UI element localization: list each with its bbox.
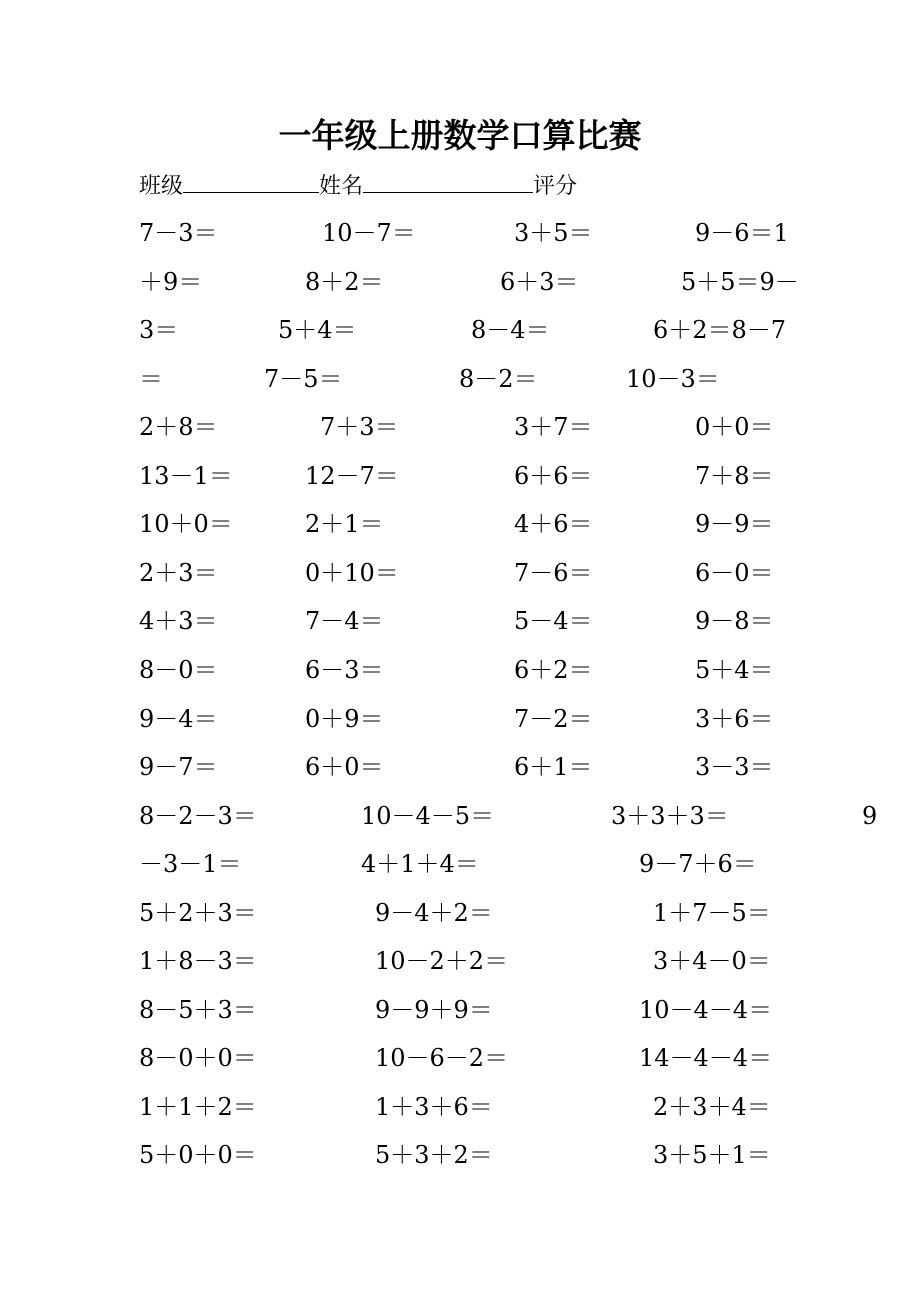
problem-item: 3＝ <box>139 316 179 345</box>
problem-item: 10－2＋2＝ <box>375 947 509 976</box>
problem-item: 3＋4－0＝ <box>653 947 771 976</box>
problem-item: 6＋0＝ <box>305 753 384 781</box>
problem-item: 8－0＝ <box>139 656 218 684</box>
problem-item: 3＋5＝ <box>514 219 593 247</box>
problem-item: 6＋3＝ <box>500 267 579 296</box>
problem-line <box>0 1040 920 1076</box>
problem-item: 8－0＋0＝ <box>139 1044 257 1073</box>
problem-item: ＋9＝ <box>139 267 203 296</box>
problem-item: 10－3＝ <box>626 364 720 393</box>
problem-line <box>0 312 920 348</box>
problem-item: 9 <box>862 801 878 830</box>
problem-line <box>0 603 920 639</box>
class-label: 班级 <box>139 174 184 199</box>
problem-line <box>0 1137 920 1173</box>
problem-item: 8＋2＝ <box>305 267 384 296</box>
problem-item: 8－2－3＝ <box>139 801 257 830</box>
problem-line <box>0 1089 920 1125</box>
problem-item: 10＋0＝ <box>139 510 233 539</box>
problem-item: 7＋3＝ <box>320 413 399 442</box>
problem-item: 8－2＝ <box>459 364 538 393</box>
problem-line <box>0 798 920 834</box>
problem-item: 5＋4＝ <box>695 656 774 684</box>
problem-item: 1＋3＋6＝ <box>375 1092 493 1121</box>
problem-item: 9－9＝ <box>695 510 774 539</box>
problem-item: 1＋8－3＝ <box>139 947 257 976</box>
problem-item: 5＋0＋0＝ <box>139 1141 257 1170</box>
problem-item: 9－9＋9＝ <box>375 995 493 1024</box>
problem-item: 5＋2＋3＝ <box>139 898 257 927</box>
problem-item: 10－4－5＝ <box>361 801 495 830</box>
problem-line <box>0 409 920 445</box>
problem-item: 10－6－2＝ <box>375 1044 509 1073</box>
problem-item: 7－4＝ <box>305 607 384 636</box>
problem-line <box>0 458 920 494</box>
problem-item: 7＋8＝ <box>695 461 774 490</box>
problem-item: 3＋6＝ <box>695 704 774 733</box>
problem-item: 2＋1＝ <box>305 510 384 539</box>
problem-item: 5＋5＝9－ <box>681 267 799 296</box>
problem-item: 9－4＝ <box>139 704 218 733</box>
page-title: 一年级上册数学口算比赛 <box>278 116 642 155</box>
problem-item: 6＋6＝ <box>514 461 593 490</box>
problem-item: 2＋3＋4＝ <box>653 1092 771 1121</box>
problem-item: 4＋6＝ <box>514 510 593 539</box>
problem-line <box>0 361 920 397</box>
problem-item: 7－2＝ <box>514 704 593 733</box>
problem-item: 6＋2＝ <box>514 656 593 684</box>
problem-line <box>0 749 920 785</box>
problem-item: ＝ <box>139 364 163 393</box>
problem-line <box>0 555 920 591</box>
score-label: 评分 <box>533 174 578 199</box>
problem-line <box>0 215 920 251</box>
problem-item: 3＋5＋1＝ <box>653 1141 771 1170</box>
problem-item: 0＋0＝ <box>695 413 774 442</box>
problem-item: 9－8＝ <box>695 607 774 636</box>
problem-item: 7－5＝ <box>264 364 343 393</box>
problem-item: 9－7＋6＝ <box>639 850 757 879</box>
problem-line <box>0 506 920 542</box>
problem-item: 5－4＝ <box>514 607 593 636</box>
problem-item: 6＋1＝ <box>514 753 593 781</box>
problem-line <box>0 652 920 688</box>
problem-item: 10－4－4＝ <box>639 995 773 1024</box>
problem-item: 3－3＝ <box>695 753 774 781</box>
problem-line <box>0 264 920 300</box>
problem-item: 6＋2＝8－7 <box>653 316 787 345</box>
problem-item: 2＋3＝ <box>139 558 218 587</box>
problem-item: 9－7＝ <box>139 753 218 781</box>
problem-item: 12－7＝ <box>305 461 399 490</box>
problem-line <box>0 701 920 737</box>
problem-item: 0＋9＝ <box>305 704 384 733</box>
problem-item: 3＋7＝ <box>514 413 593 442</box>
problem-item: 5＋3＋2＝ <box>375 1141 493 1170</box>
problem-item: 8－5＋3＝ <box>139 995 257 1024</box>
problem-item: 1＋7－5＝ <box>653 898 771 927</box>
problem-item: 8－4＝ <box>471 316 550 345</box>
problem-item: 9－4＋2＝ <box>375 898 493 927</box>
problem-line <box>0 943 920 979</box>
problem-item: 10－7＝ <box>322 219 416 247</box>
problem-item: －3－1＝ <box>139 850 242 879</box>
problem-item: 4＋1＋4＝ <box>361 850 479 879</box>
name-label: 姓名 <box>319 174 364 199</box>
problem-item: 2＋8＝ <box>139 413 218 442</box>
problem-line <box>0 895 920 931</box>
problem-item: 3＋3＋3＝ <box>611 801 729 830</box>
problem-item: 4＋3＝ <box>139 607 218 636</box>
problem-item: 7－3＝ <box>139 219 218 247</box>
problem-item: 6－3＝ <box>305 656 384 684</box>
problem-item: 6－0＝ <box>695 558 774 587</box>
problem-item: 7－6＝ <box>514 558 593 587</box>
problem-item: 5＋4＝ <box>278 316 357 345</box>
problem-item: 0＋10＝ <box>305 558 399 587</box>
problem-item: 14－4－4＝ <box>639 1044 773 1073</box>
problem-item: 1＋1＋2＝ <box>139 1092 257 1121</box>
problem-item: 13－1＝ <box>139 461 233 490</box>
problem-line <box>0 846 920 882</box>
problem-line <box>0 992 920 1028</box>
problem-item: 9－6＝1 <box>695 219 789 247</box>
